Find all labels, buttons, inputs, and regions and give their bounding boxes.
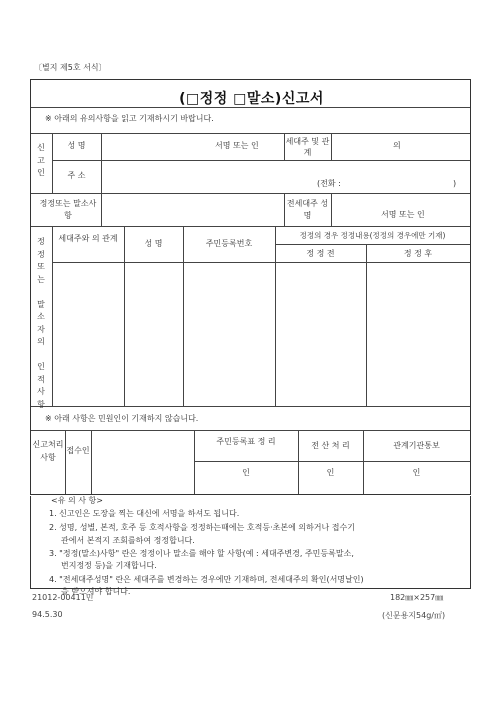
processing-side-label: 신고처리사항 [32,440,64,462]
rule [183,226,184,406]
rule [194,461,470,462]
seal-resident: 인 [242,468,250,477]
note-item: 3. "정정(말소)사항" 란은 정정이나 말소를 해야 할 사항(예 : 세대주변경, 주민등록말소, [49,549,354,558]
rule [52,160,470,161]
former-head-sign-label: 서명 또는 인 [381,210,425,219]
col-relation: 세대주와 의 관계 [58,234,118,243]
rule [331,133,332,160]
relation-suffix: 의 [393,141,401,150]
seal-computer: 인 [326,468,335,477]
form-number-label: 〔별지 제5호 서식〕 [34,63,107,72]
name-label: 성 명 [67,141,86,150]
form-date: 94.5.30 [32,610,63,619]
note-item: 을 받으셔야 합니다. [61,587,131,596]
former-head-label: 전세대주 성 명 [286,199,329,220]
relation-label: 세대주 및 관 계 [285,137,330,157]
instruction-top: ※ 아래의 유의사항을 읽고 기재하시기 바랍니다. [45,114,214,123]
rule [298,430,299,494]
note-item: 4. "전세대주성명" 란은 세대주를 변경하는 경우에만 기재하며, 전세대주의 확인(서명날인) [49,575,364,584]
rule [65,430,66,494]
seal-notice: 인 [412,468,421,477]
note-item: 번지정정 등)을 기재합니다. [61,561,157,570]
form-size: 182㎜×257㎜ [390,593,444,602]
form-title: (□정정 □말소)신고서 [179,91,324,107]
rule [101,133,102,193]
phone-label: (전화 : [317,179,341,188]
rule [101,193,102,226]
rule [91,430,92,494]
reporter-side-label: 신 고 인 [37,143,45,177]
rule [124,226,125,406]
rule [31,226,470,227]
matters-label: 정정또는 말소사항 [39,199,97,220]
col-notice: 관계기관통보 [393,441,440,450]
report-form [30,79,471,495]
instruction-bottom: ※ 아래 사항은 민원인이 기재하지 않습니다. [45,414,199,423]
rule [31,406,470,407]
col-id: 주민등록번호 [205,239,253,248]
note-item: 1. 신고인은 도장을 찍는 대신에 서명을 하셔도 됩니다. [49,509,240,518]
rule [275,244,470,245]
rule [52,226,53,406]
phone-close: ) [453,179,457,188]
col-resident-register: 주민등록표 정 리 [216,437,276,446]
note-item: 2. 성명, 성별, 본적, 호주 등 호적사항을 정정하는때에는 호적등·초본에 의하거나 접수기 [49,523,355,532]
rule [31,193,470,194]
address-label: 주 소 [67,171,86,180]
col-after: 정 정 후 [403,249,433,258]
col-name: 성 명 [144,239,163,248]
rule [331,193,332,226]
notes-heading: <유 의 사 항> [51,496,103,505]
col-before: 정 정 전 [306,249,335,258]
rule [31,430,470,431]
sign-label: 서명 또는 인 [215,141,259,150]
paper-spec: (신문용지54g/㎡) [382,611,446,620]
rule [52,262,470,263]
person-side-label: 정 정 또 는 말 소 자 의 인 적 사 항 [37,237,45,409]
rule [366,244,367,406]
rule [31,133,470,134]
rule [31,107,470,108]
note-item: 관에서 본적지 조회를하여 정정합니다. [61,536,195,545]
col-content: 정정의 경우 정정내용(정정의 경우에만 기재) [299,231,446,240]
notes-section [30,496,471,596]
rule [363,430,364,494]
receipt-label: 접수인 [66,446,90,455]
col-computer: 전 산 처 리 [311,441,350,450]
form-code: 21012-00411민 [32,593,94,602]
